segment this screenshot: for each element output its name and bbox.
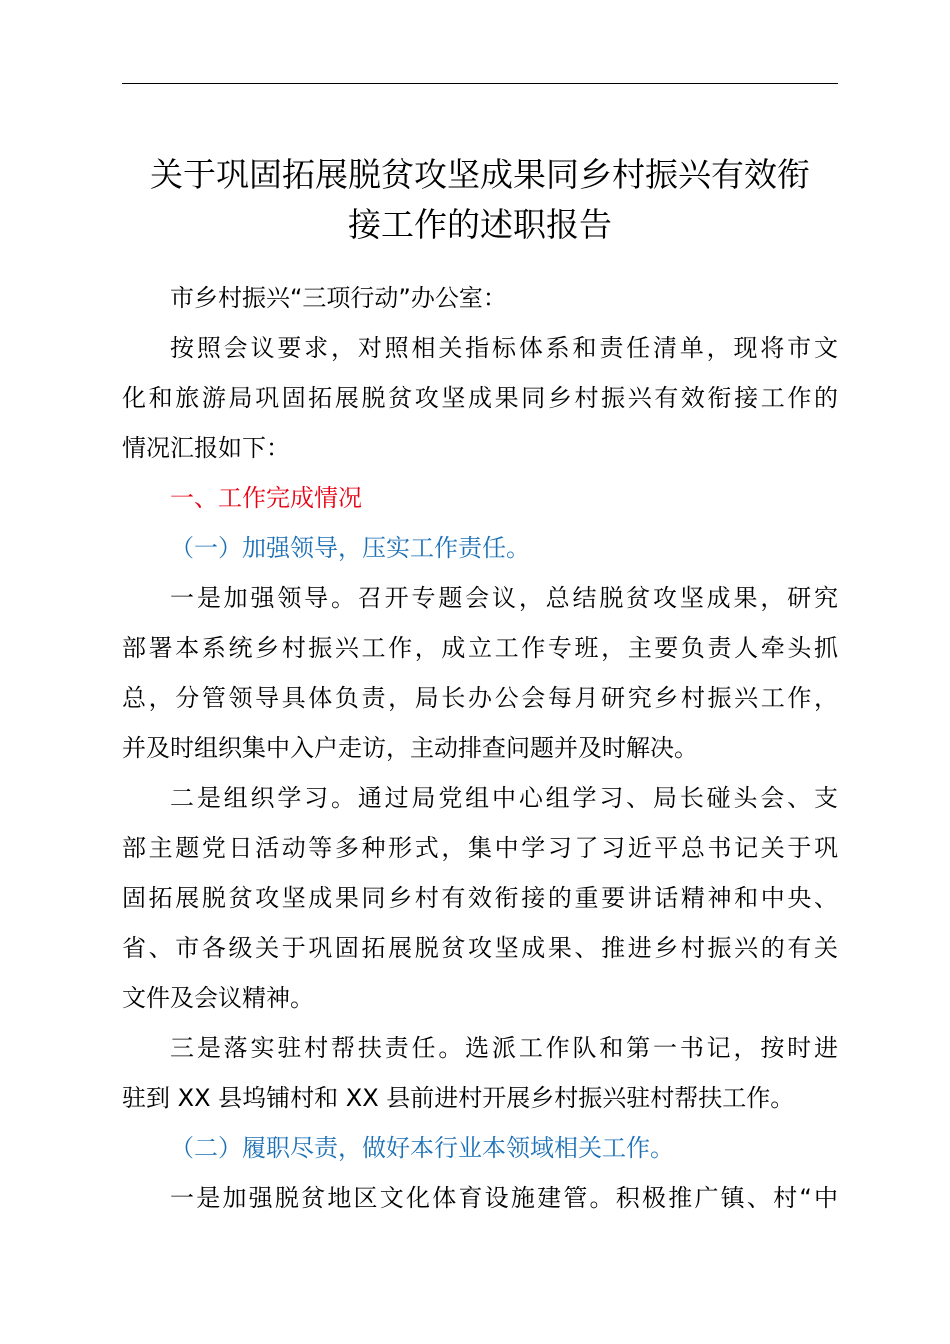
sub-heading-text: （二）履职尽责，做好本行业本领域相关工作。 <box>170 1134 674 1162</box>
paragraph-line: 并及时组织集中入户走访，主动排查问题并及时解决。 <box>122 734 698 762</box>
sub-heading <box>122 523 886 573</box>
paragraph-line: 部署本系统乡村振兴工作，成立工作专班，主要负责人牵头抓 <box>122 634 838 662</box>
paragraph-line: 二是组织学习。通过局党组中心组学习、局长碰头会、支 <box>170 784 838 812</box>
addressee-text: 市乡村振兴“三项行动”办公室： <box>170 284 507 312</box>
paragraph-line: 固拓展脱贫攻坚成果同乡村有效衔接的重要讲话精神和中央、 <box>122 884 838 912</box>
paragraph-line: 部主题党日活动等多种形式，集中学习了习近平总书记关于巩 <box>122 834 838 862</box>
header-rule <box>122 83 838 84</box>
paragraph-line: 一是加强脱贫地区文化体育设施建管。积极推广镇、村“中 <box>170 1184 838 1212</box>
paragraph-line: 文件及会议精神。 <box>122 984 314 1012</box>
paragraph-line: 总，分管领导具体负责，局长办公会每月研究乡村振兴工作， <box>122 684 838 712</box>
section-heading-text: 一、工作完成情况 <box>170 484 362 512</box>
title-line: 关于巩固拓展脱贫攻坚成果同乡村振兴有效衔 <box>150 155 810 194</box>
paragraph-facilities <box>122 1173 838 1223</box>
title-line: 接工作的述职报告 <box>348 205 612 244</box>
paragraph-line: 化和旅游局巩固拓展脱贫攻坚成果同乡村振兴有效衔接工作的 <box>122 384 838 412</box>
paragraph-line: 按照会议要求，对照相关指标体系和责任清单，现将市文 <box>170 334 838 362</box>
sub-heading <box>122 1123 886 1173</box>
section-heading <box>122 473 886 523</box>
paragraph-line: 三是落实驻村帮扶责任。选派工作队和第一书记，按时进 <box>170 1034 838 1062</box>
paragraph-line: 驻到 XX 县坞铺村和 XX 县前进村开展乡村振兴驻村帮扶工作。 <box>122 1084 795 1112</box>
paragraph-line: 一是加强领导。召开专题会议，总结脱贫攻坚成果，研究 <box>170 584 838 612</box>
paragraph-leadership <box>122 573 838 773</box>
paragraph-line: 情况汇报如下： <box>122 434 290 462</box>
paragraph-village-support <box>122 1023 838 1123</box>
intro-paragraph <box>122 323 838 473</box>
addressee <box>122 273 886 323</box>
document-title <box>110 150 850 250</box>
sub-heading-text: （一）加强领导，压实工作责任。 <box>170 534 530 562</box>
paragraph-study <box>122 773 838 1023</box>
paragraph-line: 省、市各级关于巩固拓展脱贫攻坚成果、推进乡村振兴的有关 <box>122 934 838 962</box>
